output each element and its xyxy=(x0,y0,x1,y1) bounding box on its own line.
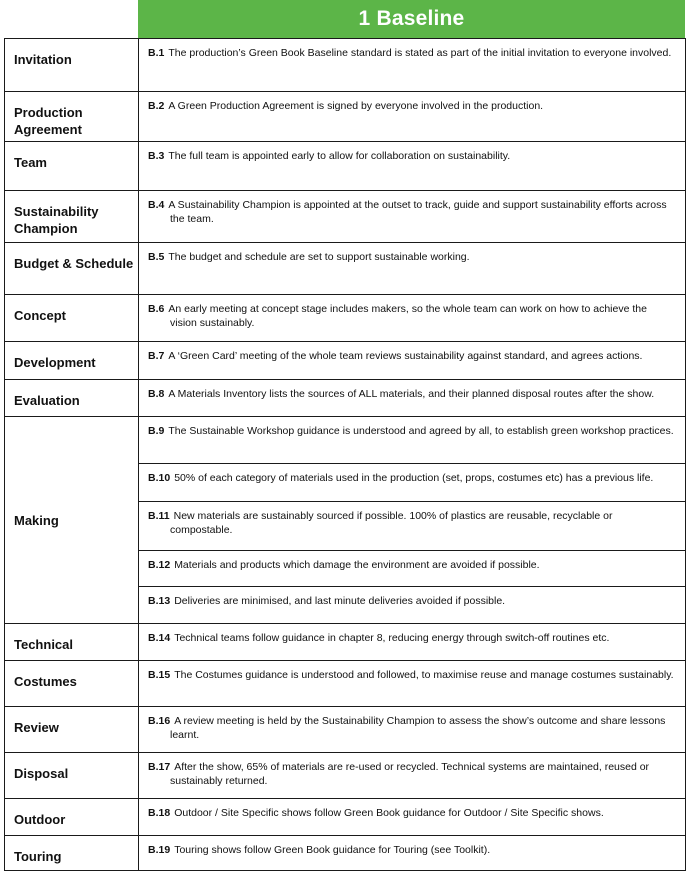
row-category: Sustainability Champion xyxy=(5,191,139,243)
item-text: The budget and schedule are set to support sustainable working. xyxy=(168,251,470,263)
row-category: Making xyxy=(5,417,139,624)
table-row xyxy=(5,661,686,707)
table-row xyxy=(5,92,686,142)
row-item xyxy=(139,295,686,342)
item-text: Touring shows follow Green Book guidance for Touring (see Toolkit). xyxy=(174,844,491,856)
item-text: A review meeting is held by the Sustainability Champion to assess the show’s outcome and share lessons learnt. xyxy=(170,715,666,741)
baseline-table xyxy=(4,38,686,871)
row-category: Team xyxy=(5,142,139,191)
row-item xyxy=(139,39,686,92)
table-row xyxy=(5,191,686,243)
item-code: B.5 xyxy=(148,251,165,263)
table-row xyxy=(5,380,686,417)
item-text: The Costumes guidance is understood and followed, to maximise reuse and manage costumes sustainably. xyxy=(174,669,674,681)
item-code: B.9 xyxy=(148,425,165,437)
table-row xyxy=(5,243,686,295)
item-code: B.8 xyxy=(148,388,165,400)
row-item xyxy=(139,661,686,707)
row-category: Touring xyxy=(5,836,139,871)
item-code: B.2 xyxy=(148,100,165,112)
row-category: Production Agreement xyxy=(5,92,139,142)
row-item xyxy=(139,551,686,587)
item-text: A Sustainability Champion is appointed at the outset to track, guide and support sustainability efforts across the team. xyxy=(168,199,667,225)
item-code: B.6 xyxy=(148,303,165,315)
item-text: After the show, 65% of materials are re-used or recycled. Technical systems are maintained, reused or sustainably returned. xyxy=(170,761,650,787)
row-item xyxy=(139,502,686,551)
item-text: 50% of each category of materials used in the production (set, props, costumes etc) has a previous life. xyxy=(174,472,654,484)
row-item xyxy=(139,799,686,836)
item-code: B.17 xyxy=(148,761,171,773)
item-text: Deliveries are minimised, and last minute deliveries avoided if possible. xyxy=(174,595,506,607)
row-category: Outdoor xyxy=(5,799,139,836)
row-category: Budget & Schedule xyxy=(5,243,139,295)
row-item xyxy=(139,587,686,624)
table-row xyxy=(5,295,686,342)
row-category: Technical xyxy=(5,624,139,661)
item-code: B.12 xyxy=(148,559,171,571)
item-code: B.18 xyxy=(148,807,171,819)
table-row xyxy=(5,624,686,661)
row-item xyxy=(139,191,686,243)
section-header xyxy=(138,0,685,38)
row-item xyxy=(139,836,686,871)
row-category: Development xyxy=(5,342,139,380)
item-code: B.3 xyxy=(148,150,165,162)
row-category: Evaluation xyxy=(5,380,139,417)
section-title: 1 Baseline xyxy=(358,7,465,30)
row-category: Disposal xyxy=(5,753,139,799)
item-text: New materials are sustainably sourced if possible. 100% of plastics are reusable, recyclable or compostable. xyxy=(170,510,613,536)
item-code: B.1 xyxy=(148,47,165,59)
row-category: Invitation xyxy=(5,39,139,92)
table-row xyxy=(5,417,686,464)
row-category: Concept xyxy=(5,295,139,342)
item-text: The Sustainable Workshop guidance is understood and agreed by all, to establish green workshop practices. xyxy=(168,425,674,437)
item-code: B.14 xyxy=(148,632,171,644)
row-category: Review xyxy=(5,707,139,753)
row-item xyxy=(139,707,686,753)
table-row xyxy=(5,142,686,191)
item-code: B.15 xyxy=(148,669,171,681)
item-code: B.4 xyxy=(148,199,165,211)
item-text: An early meeting at concept stage includes makers, so the whole team can work on how to achieve the vision sustainably. xyxy=(168,303,647,329)
item-text: A ‘Green Card’ meeting of the whole team reviews sustainability against standard, and agrees actions. xyxy=(168,350,643,362)
row-item xyxy=(139,342,686,380)
table-row xyxy=(5,836,686,871)
table-row xyxy=(5,39,686,92)
item-text: The production’s Green Book Baseline standard is stated as part of the initial invitation to everyone involved. xyxy=(168,47,672,59)
item-text: Technical teams follow guidance in chapter 8, reducing energy through switch-off routines etc. xyxy=(174,632,610,644)
item-text: Outdoor / Site Specific shows follow Green Book guidance for Outdoor / Site Specific shows. xyxy=(174,807,604,819)
item-text: The full team is appointed early to allow for collaboration on sustainability. xyxy=(168,150,511,162)
row-item xyxy=(139,753,686,799)
table-row xyxy=(5,753,686,799)
row-item xyxy=(139,464,686,502)
item-code: B.13 xyxy=(148,595,171,607)
row-item xyxy=(139,142,686,191)
item-code: B.19 xyxy=(148,844,171,856)
table-row xyxy=(5,707,686,753)
item-text: Materials and products which damage the environment are avoided if possible. xyxy=(174,559,540,571)
row-item xyxy=(139,380,686,417)
row-category: Costumes xyxy=(5,661,139,707)
row-item xyxy=(139,92,686,142)
row-item xyxy=(139,243,686,295)
item-code: B.11 xyxy=(148,510,170,522)
row-item xyxy=(139,624,686,661)
item-text: A Green Production Agreement is signed by everyone involved in the production. xyxy=(168,100,544,112)
table-row xyxy=(5,342,686,380)
table-row xyxy=(5,799,686,836)
row-item xyxy=(139,417,686,464)
item-code: B.10 xyxy=(148,472,171,484)
item-text: A Materials Inventory lists the sources of ALL materials, and their planned disposal routes after the show. xyxy=(168,388,655,400)
item-code: B.7 xyxy=(148,350,165,362)
item-code: B.16 xyxy=(148,715,171,727)
